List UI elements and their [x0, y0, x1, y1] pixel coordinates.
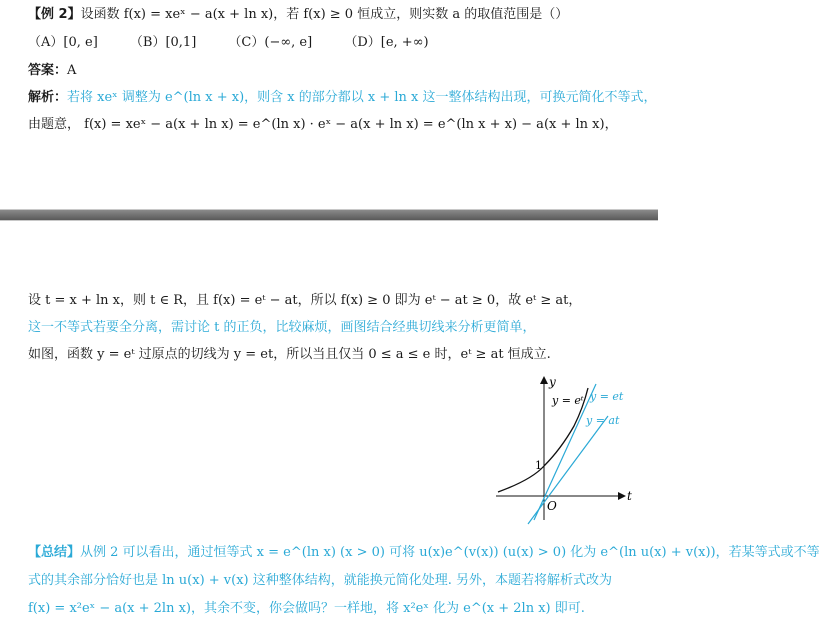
tangent-label: y = et — [590, 390, 624, 403]
conclusion-line: 如图，函数 y = eᵗ 过原点的切线为 y = et，所以当且仅当 0 ≤ a ≤ e 时，eᵗ ≥ at 恒成立. — [28, 347, 551, 362]
option-c: （C）(−∞, e] — [228, 35, 313, 50]
options-row — [28, 34, 457, 52]
answer-value: A — [67, 63, 77, 78]
origin-label: O — [547, 499, 557, 513]
t-axis-label: t — [627, 489, 632, 503]
page-divider — [0, 209, 658, 221]
summary-line-1 — [28, 544, 820, 562]
curve-label: y = eᵗ — [552, 394, 584, 407]
option-a: （A）[0, e] — [28, 35, 98, 50]
example-tag: 【例 2】 — [28, 7, 81, 22]
summary-label: 【总结】 — [28, 545, 81, 560]
substitution-line: 设 t = x + ln x，则 t ∈ R，且 f(x) = eᵗ − at，所以 f(x) ≥ 0 即为 eᵗ − at ≥ 0，故 eᵗ ≥ at， — [28, 293, 582, 308]
analysis-label: 解析： — [28, 90, 68, 105]
question-text: 设函数 f(x) = xeˣ − a(x + ln x)，若 f(x) ≥ 0 恒成立，则实数 a 的取值范围是（） — [80, 7, 569, 22]
tangent-figure — [490, 372, 638, 524]
summary-line-2: 式的其余部分恰好也是 ln u(x) + v(x) 这种整体结构，就能换元简化处理. 另外，本题若将解析式改为 — [28, 573, 613, 588]
y-axis-label: y — [549, 375, 556, 389]
one-label: 1 — [535, 459, 542, 472]
summary-text-1: 从例 2 可以看出，通过恒等式 x = e^(ln x) (x > 0) 可将 u(x)e^(v(x)) (u(x) > 0) 化为 e^(ln u(x) + v(x))，若某等式或不等 — [80, 545, 820, 560]
summary-line-3: f(x) = x²eˣ − a(x + 2ln x)，其余不变，你会做吗？一样地，将 x²eˣ 化为 e^(x + 2ln x) 即可. — [28, 601, 585, 616]
option-d: （D）[e, +∞) — [344, 35, 429, 50]
note-line: 这一不等式若要全分离，需讨论 t 的正负，比较麻烦，画图结合经典切线来分析更简单， — [28, 320, 536, 335]
line-label: y = at — [586, 414, 620, 427]
derivation-line: 由题意， f(x) = xeˣ − a(x + ln x) = e^(ln x) · eˣ − a(x + ln x) = e^(ln x + x) − a(x + ln x)， — [28, 117, 618, 132]
analysis-hint-line — [28, 89, 657, 107]
option-b: （B）[0,1] — [129, 35, 197, 50]
analysis-hint: 若将 xeˣ 调整为 e^(ln x + x)，则含 x 的部分都以 x + ln x 这一整体结构出现，可换元简化不等式， — [67, 90, 657, 105]
answer-label: 答案： — [28, 63, 68, 78]
question-line — [28, 6, 568, 24]
answer-line — [28, 62, 76, 80]
